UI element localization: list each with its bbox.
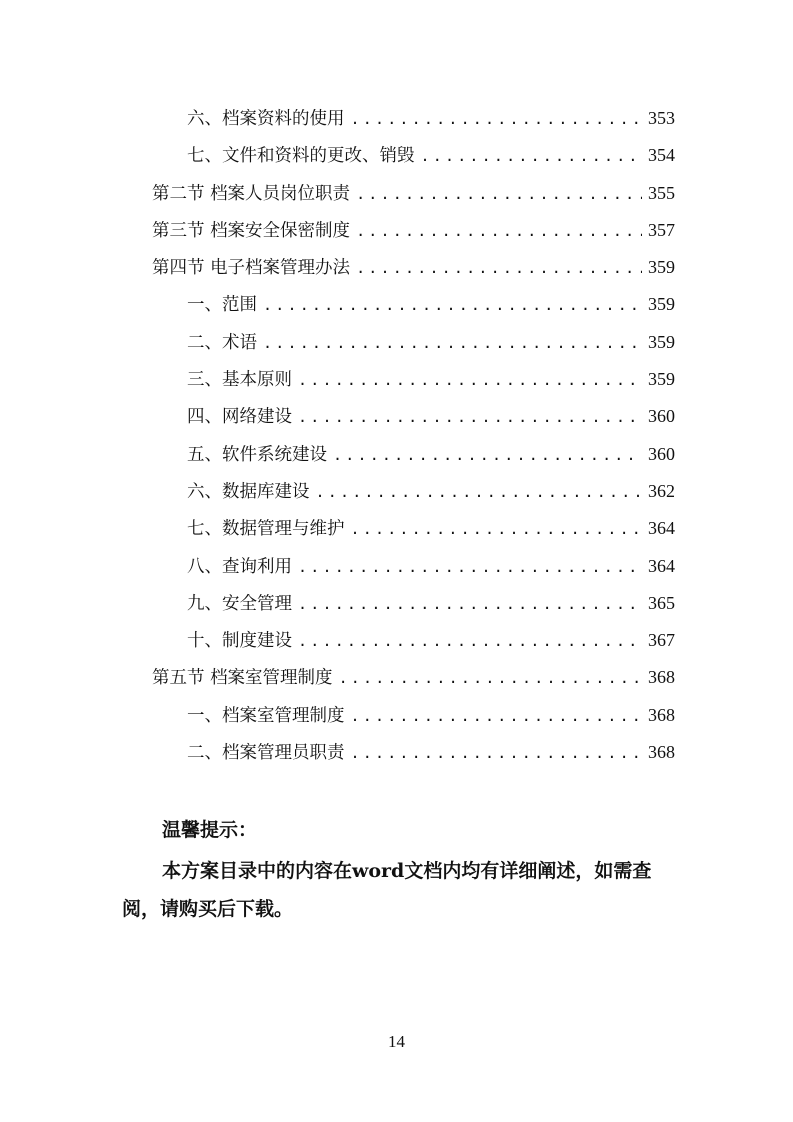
toc-entry-title: 六、数据库建设 xyxy=(187,481,310,502)
toc-entry[interactable] xyxy=(152,212,675,249)
toc-entry-title: 第四节 电子档案管理办法 xyxy=(152,258,351,279)
toc-entry[interactable] xyxy=(152,473,675,510)
toc-dot-leader xyxy=(356,213,642,250)
toc-entry[interactable] xyxy=(152,249,675,286)
toc-entry[interactable] xyxy=(152,697,675,734)
toc-entry-page: 359 xyxy=(648,331,675,352)
toc-entry[interactable] xyxy=(152,137,675,174)
toc-dot-leader xyxy=(263,287,642,324)
toc-entry-title: 七、文件和资料的更改、销毁 xyxy=(187,146,415,167)
toc-entry-page: 354 xyxy=(648,145,675,166)
toc-dot-leader xyxy=(298,623,642,660)
toc-dot-leader xyxy=(298,399,642,436)
toc-dot-leader xyxy=(263,325,642,362)
toc-entry-title: 二、档案管理员职责 xyxy=(187,743,345,764)
toc-entry-page: 359 xyxy=(648,294,675,315)
toc-entry-title: 四、网络建设 xyxy=(187,407,292,428)
toc-dot-leader xyxy=(351,101,643,138)
toc-entry[interactable] xyxy=(152,361,675,398)
toc-entry[interactable] xyxy=(152,398,675,435)
toc-entry-title: 第二节 档案人员岗位职责 xyxy=(152,183,351,204)
toc-entry[interactable] xyxy=(152,548,675,585)
tip-box xyxy=(122,812,674,928)
toc-dot-leader xyxy=(356,250,642,287)
toc-dot-leader xyxy=(351,511,643,548)
toc-entry-page: 364 xyxy=(648,518,675,539)
toc-entry-title: 九、安全管理 xyxy=(187,593,292,614)
toc-entry-title: 十、制度建设 xyxy=(187,631,292,652)
tip-body: 本方案目录中的内容在word文档内均有详细阐述，如需查阅，请购买后下载。 xyxy=(122,860,652,920)
toc-dot-leader xyxy=(421,138,643,175)
toc-dot-leader xyxy=(298,362,642,399)
toc-dot-leader xyxy=(298,549,642,586)
toc-entry-page: 368 xyxy=(648,667,675,688)
toc-entry[interactable] xyxy=(152,324,675,361)
toc-entry-page: 357 xyxy=(648,219,675,240)
page-number: 14 xyxy=(388,1032,405,1051)
toc-entry-title: 六、档案资料的使用 xyxy=(187,109,345,129)
toc-entry-title: 八、查询利用 xyxy=(187,556,292,577)
toc-entry-title: 第三节 档案安全保密制度 xyxy=(152,220,351,241)
toc-entry-page: 360 xyxy=(648,406,675,427)
table-of-contents xyxy=(152,100,675,771)
toc-entry-page: 360 xyxy=(648,443,675,464)
toc-entry-title: 五、软件系统建设 xyxy=(187,444,327,465)
toc-dot-leader xyxy=(351,698,643,735)
toc-dot-leader xyxy=(339,660,642,697)
tip-heading: 温馨提示： xyxy=(162,819,258,841)
toc-dot-leader xyxy=(298,586,642,623)
toc-entry[interactable] xyxy=(152,100,675,137)
toc-entry-page: 368 xyxy=(648,704,675,725)
toc-entry-title: 一、档案室管理制度 xyxy=(187,705,345,726)
toc-entry[interactable] xyxy=(152,659,675,696)
toc-entry-title: 第五节 档案室管理制度 xyxy=(152,668,333,689)
toc-dot-leader xyxy=(316,474,643,511)
toc-entry-page: 365 xyxy=(648,592,675,613)
toc-entry[interactable] xyxy=(152,286,675,323)
toc-dot-leader xyxy=(356,176,642,213)
toc-entry-title: 一、范围 xyxy=(187,295,257,316)
toc-dot-leader xyxy=(333,437,642,474)
toc-entry-page: 359 xyxy=(648,257,675,278)
toc-entry[interactable] xyxy=(152,585,675,622)
toc-entry[interactable] xyxy=(152,510,675,547)
toc-entry-page: 359 xyxy=(648,369,675,390)
toc-dot-leader xyxy=(351,735,643,772)
toc-entry-page: 367 xyxy=(648,630,675,651)
toc-entry-title: 二、术语 xyxy=(187,332,257,353)
toc-entry-title: 七、数据管理与维护 xyxy=(187,519,345,540)
toc-entry-page: 353 xyxy=(648,108,675,128)
toc-entry[interactable] xyxy=(152,734,675,771)
toc-entry-page: 368 xyxy=(648,742,675,763)
toc-entry[interactable] xyxy=(152,175,675,212)
toc-entry[interactable] xyxy=(152,622,675,659)
toc-entry-title: 三、基本原则 xyxy=(187,370,292,391)
toc-entry-page: 364 xyxy=(648,555,675,576)
toc-entry-page: 362 xyxy=(648,480,675,501)
toc-entry-page: 355 xyxy=(648,182,675,203)
toc-entry[interactable] xyxy=(152,436,675,473)
